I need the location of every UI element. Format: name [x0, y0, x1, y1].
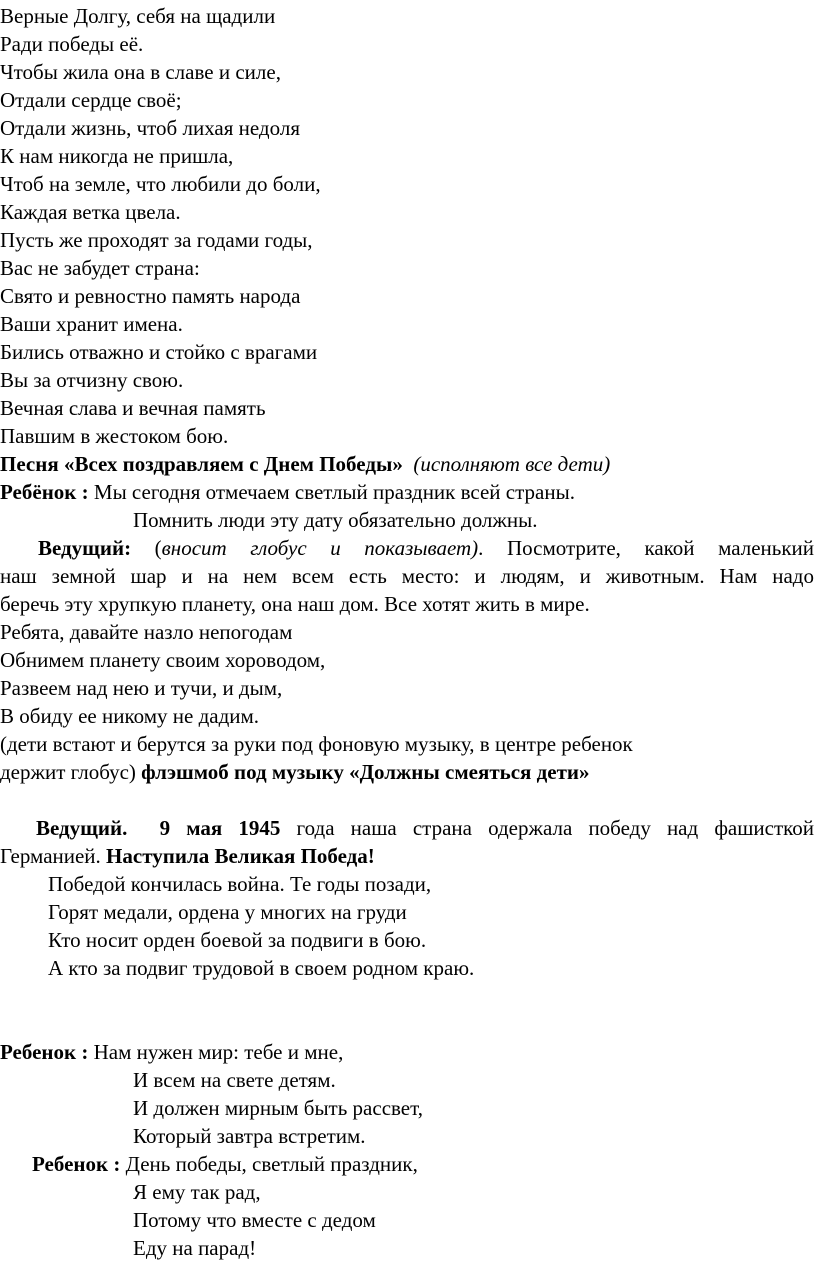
speaker-label: Ребёнок :: [0, 480, 89, 504]
verse-line: А кто за подвиг трудовой в своем родном краю.: [48, 956, 475, 980]
host1-note: вносит глобус и показывает): [161, 536, 479, 560]
child3-line-1: [32, 1150, 816, 1178]
child2-line: Который завтра встретим.: [133, 1124, 366, 1148]
verse-line: Ребята, давайте назло непогодам: [0, 620, 293, 644]
song-note: (исполняют все дети): [413, 452, 611, 476]
poem-line: К нам никогда не пришла,: [0, 144, 234, 168]
verse-line: Горят медали, ордена у многих на груди: [48, 900, 407, 924]
host1-line-1: Ведущий: (вносит глобус и показывает). Посмотрите, какой маленький: [38, 536, 815, 560]
paren: (: [154, 536, 162, 560]
poem-line: Пусть же проходят за годами годы,: [0, 228, 313, 252]
poem-line: Ваши хранит имена.: [0, 312, 183, 336]
poem-line: Павшим в жестоком бою.: [0, 424, 229, 448]
action-line-1: (дети встают и берутся за руки под фоновую музыку, в центре ребенок: [0, 732, 633, 756]
verse-line: Обнимем планету своим хороводом,: [0, 648, 326, 672]
poem-line: Чтобы жила она в славе и силе,: [0, 60, 281, 84]
host1-text: Посмотрите, какой маленький: [506, 536, 815, 560]
verse-line: Развеем над нею и тучи, и дым,: [0, 676, 283, 700]
speaker-label: Ведущий:: [38, 536, 132, 560]
victory-phrase: Наступила Великая Победа!: [106, 844, 375, 868]
poem-line: Вас не забудет страна:: [0, 256, 200, 280]
host2-line-2: [0, 842, 816, 870]
host2-text: года наша страна одержала победу над фашисткой: [296, 816, 815, 840]
action-line-2: [0, 758, 816, 786]
verse-line: Кто носит орден боевой за подвиги в бою.: [48, 928, 427, 952]
child3-line: Я ему так рад,: [133, 1180, 261, 1204]
song-line: [0, 450, 816, 478]
child1-line: [0, 478, 816, 506]
child2-line: И всем на свете детям.: [133, 1068, 336, 1092]
poem-line: Свято и ревностно память народа: [0, 284, 301, 308]
child2-line: И должен мирным быть рассвет,: [133, 1096, 423, 1120]
speaker-label: Ведущий.: [36, 816, 128, 840]
verse-line: Победой кончилась война. Те годы позади,: [48, 872, 432, 896]
song-title: Песня «Всех поздравляем с Днем Победы»: [0, 452, 403, 476]
host2-line-1: [36, 814, 814, 842]
host1-line-2: наш земной шар и на нем всем есть место: и людям, и животным. Нам надо: [0, 564, 814, 588]
poem-line: Чтоб на земле, что любили до боли,: [0, 172, 321, 196]
host1-line-3: беречь эту хрупкую планету, она наш дом. Все хотят жить в мире.: [0, 592, 590, 616]
flashmob-title: флэшмоб под музыку «Должны смеяться дети»: [141, 760, 590, 784]
poem-line: Каждая ветка цвела.: [0, 200, 181, 224]
child1-text: Мы сегодня отмечаем светлый праздник всей страны.: [93, 480, 575, 504]
poem-line: Ради победы её.: [0, 32, 144, 56]
poem-line: Верные Долгу, себя на щадили: [0, 4, 276, 28]
host2-text-2: Германией.: [0, 844, 101, 868]
speaker-label: Ребенок :: [32, 1152, 121, 1176]
child1-line-2: Помнить люди эту дату обязательно должны.: [133, 508, 538, 532]
poem-line: Бились отважно и стойко с врагами: [0, 340, 318, 364]
child2-text: Нам нужен мир: тебе и мне,: [93, 1040, 344, 1064]
verse-line: В обиду ее никому не дадим.: [0, 704, 260, 728]
poem-line: Вечная слава и вечная память: [0, 396, 266, 420]
speaker-label: Ребенок :: [0, 1040, 89, 1064]
child3-line: Потому что вместе с дедом: [133, 1208, 376, 1232]
poem-line: Вы за отчизну свою.: [0, 368, 184, 392]
poem-line: Отдали жизнь, чтоб лихая недоля: [0, 116, 300, 140]
victory-date: 9 мая 1945: [159, 816, 281, 840]
child3-line: Еду на парад!: [133, 1236, 257, 1260]
child3-text: День победы, светлый праздник,: [125, 1152, 418, 1176]
child2-line-1: [0, 1038, 816, 1066]
action-text: держит глобус): [0, 760, 136, 784]
poem-line: Отдали сердце своё;: [0, 88, 182, 112]
